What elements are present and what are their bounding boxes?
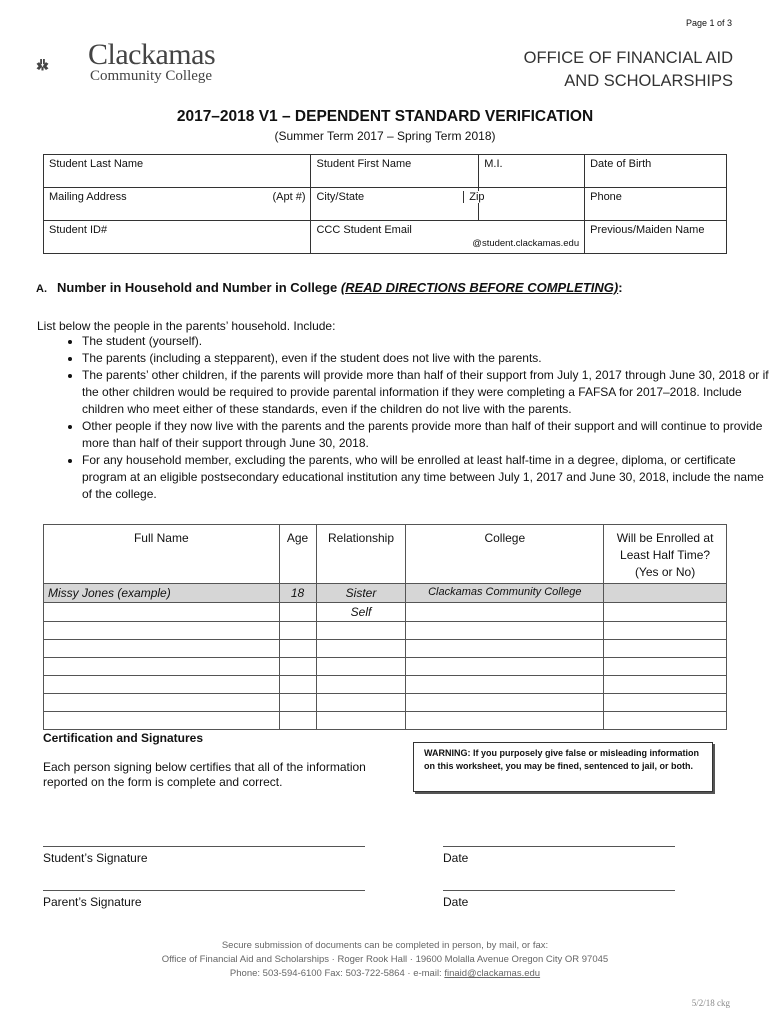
student-date-line[interactable] [443, 846, 675, 848]
parent-date-line[interactable] [443, 890, 675, 892]
table-row[interactable] [44, 658, 727, 676]
list-intro: List below the people in the parents’ household. Include: [37, 319, 336, 333]
maiden-label: Previous/Maiden Name [590, 224, 705, 236]
footer-contact: Phone: 503-594-6100 Fax: 503-722-5864 · e-mail: [229, 968, 445, 979]
certification-text: Each person signing below certifies that all of the information reported on the form is complete and correct. [43, 760, 366, 789]
revision-stamp: 5/2/18 ckg [691, 998, 730, 1008]
city-state-field[interactable] [311, 188, 479, 221]
relationship-cell[interactable] [316, 622, 406, 640]
student-first-name-field[interactable] [311, 155, 479, 188]
enrolled-cell[interactable] [604, 640, 727, 658]
enrolled-cell[interactable] [604, 676, 727, 694]
page-number: Page 1 of 3 [685, 18, 732, 28]
header-enrolled: Will be Enrolled at Least Half Time? (Yes or No) [604, 525, 727, 584]
office-line-1: OFFICE OF FINANCIAL AID [523, 49, 733, 67]
header-age: Age [279, 525, 316, 584]
enrolled-cell[interactable] [604, 658, 727, 676]
college-cell[interactable] [406, 603, 604, 622]
age-cell[interactable] [279, 603, 316, 622]
age-cell[interactable] [279, 658, 316, 676]
college-logo-icon [36, 40, 88, 90]
household-table [43, 524, 727, 730]
warning-box: WARNING: If you purposely give false or misleading information on this worksheet, you may be fined, sentenced to jail, or both. [413, 742, 713, 792]
logo-subtitle: Community College [90, 68, 213, 84]
first-name-label: Student First Name [316, 158, 412, 170]
college-cell[interactable] [406, 640, 604, 658]
city-state-label: City/State [316, 191, 365, 203]
student-signature-label: Student’s Signature [43, 851, 148, 865]
enrolled-cell[interactable] [604, 603, 727, 622]
name-cell[interactable] [44, 640, 280, 658]
dob-label: Date of Birth [590, 158, 652, 170]
zip-label: Zip [463, 191, 484, 203]
relationship-cell[interactable] [316, 658, 406, 676]
footer-line-2: Office of Financial Aid and Scholarships · Roger Rook Hall · 19600 Molalla Avenue Oregon City OR 97045 [161, 954, 609, 965]
table-row [44, 584, 727, 603]
name-cell[interactable] [44, 712, 280, 730]
student-id-field[interactable] [44, 221, 311, 254]
enrolled-cell[interactable] [604, 712, 727, 730]
email-suffix: @student.clackamas.edu [472, 238, 580, 249]
dob-field[interactable] [585, 155, 727, 188]
office-heading [524, 47, 733, 93]
parent-signature-label: Parent’s Signature [43, 895, 142, 909]
header-relationship: Relationship [316, 525, 406, 584]
mi-field[interactable] [479, 155, 585, 188]
table-row[interactable] [44, 640, 727, 658]
mi-label: M.I. [484, 158, 503, 170]
college-cell[interactable] [406, 694, 604, 712]
student-date-label: Date [443, 851, 469, 865]
age-cell[interactable] [279, 694, 316, 712]
enrolled-cell[interactable] [604, 694, 727, 712]
example-enrolled [604, 584, 727, 603]
phone-field[interactable] [585, 188, 727, 221]
list-item: • The student (yourself). [82, 333, 770, 350]
finaid-email-link[interactable]: finaid@clackamas.edu [444, 968, 541, 979]
example-name: Missy Jones (example) [44, 584, 280, 603]
header-full-name: Full Name [44, 525, 280, 584]
footer-line-1: Secure submission of documents can be completed in person, by mail, or fax: [221, 940, 549, 951]
parent-signature-line[interactable] [43, 890, 365, 892]
age-cell[interactable] [279, 712, 316, 730]
certification-title: Certification and Signatures [43, 731, 204, 745]
footer [0, 939, 770, 981]
section-colon: : [618, 280, 623, 295]
student-email-field[interactable] [311, 221, 585, 254]
student-info-table [43, 154, 727, 254]
example-age: 18 [279, 584, 316, 603]
enrolled-cell[interactable] [604, 622, 727, 640]
list-item: • Other people if they now live with the parents and the parents provide more than half of their support and will continue to provide more than half of their support through June 30, 2018. [82, 418, 770, 452]
zip-field[interactable] [469, 188, 585, 221]
form-subtitle: (Summer Term 2017 – Spring Term 2018) [274, 129, 496, 143]
table-row[interactable] [44, 694, 727, 712]
name-cell[interactable] [44, 658, 280, 676]
age-cell[interactable] [279, 640, 316, 658]
list-item: • The parents (including a stepparent), even if the student does not live with the parents. [82, 350, 770, 367]
age-cell[interactable] [279, 676, 316, 694]
relationship-cell[interactable] [316, 694, 406, 712]
footer-line-3 [0, 967, 770, 981]
section-a-heading [36, 280, 623, 295]
age-cell[interactable] [279, 622, 316, 640]
name-cell[interactable] [44, 622, 280, 640]
office-line-2: AND SCHOLARSHIPS [564, 72, 733, 90]
college-cell[interactable] [406, 712, 604, 730]
list-item: • The parents’ other children, if the parents will provide more than half of their support from July 1, 2017 through June 30, 2018 or if the other children would be required to provide parental information if they were completing a FAFSA for 2017–2018. Include children who meet either of these standards, even if the children do not live with the parents. [82, 367, 770, 418]
form-title: 2017–2018 V1 – DEPENDENT STANDARD VERIFICATION [176, 108, 594, 125]
name-cell[interactable] [44, 694, 280, 712]
list-item: • For any household member, excluding the parents, who will be enrolled at least half-time in a degree, diploma, or certificate program at an eligible postsecondary educational institution any time between July 1, 2017 and June 30, 2018, include the name of the college. [82, 452, 770, 503]
section-directions: (READ DIRECTIONS BEFORE COMPLETING) [340, 280, 619, 295]
table-row[interactable] [44, 603, 727, 622]
self-relationship: Self [316, 603, 406, 622]
maiden-name-field[interactable] [585, 221, 727, 254]
table-row[interactable] [44, 622, 727, 640]
section-heading-text: Number in Household and Number in College [57, 280, 338, 295]
mailing-label: Mailing Address [49, 191, 127, 203]
college-cell[interactable] [406, 676, 604, 694]
mailing-address-field[interactable] [44, 188, 311, 221]
household-rules-list [46, 333, 770, 503]
example-relationship: Sister [316, 584, 406, 603]
name-cell[interactable] [44, 603, 280, 622]
college-cell[interactable] [406, 658, 604, 676]
name-cell[interactable] [44, 676, 280, 694]
college-cell[interactable] [406, 622, 604, 640]
logo-name: Clackamas [88, 38, 216, 71]
relationship-cell[interactable] [316, 712, 406, 730]
table-row[interactable] [44, 712, 727, 730]
phone-label: Phone [590, 191, 622, 203]
relationship-cell[interactable] [316, 676, 406, 694]
email-label: CCC Student Email [316, 224, 412, 236]
parent-date-label: Date [443, 895, 469, 909]
apt-label: (Apt #) [272, 191, 306, 203]
last-name-label: Student Last Name [49, 158, 144, 170]
table-row[interactable] [44, 676, 727, 694]
student-signature-line[interactable] [43, 846, 365, 848]
section-letter: A. [36, 283, 47, 295]
header-college: College [406, 525, 604, 584]
relationship-cell[interactable] [316, 640, 406, 658]
example-college: Clackamas Community College [406, 584, 604, 603]
student-last-name-field[interactable] [44, 155, 311, 188]
student-id-label: Student ID# [49, 224, 108, 236]
